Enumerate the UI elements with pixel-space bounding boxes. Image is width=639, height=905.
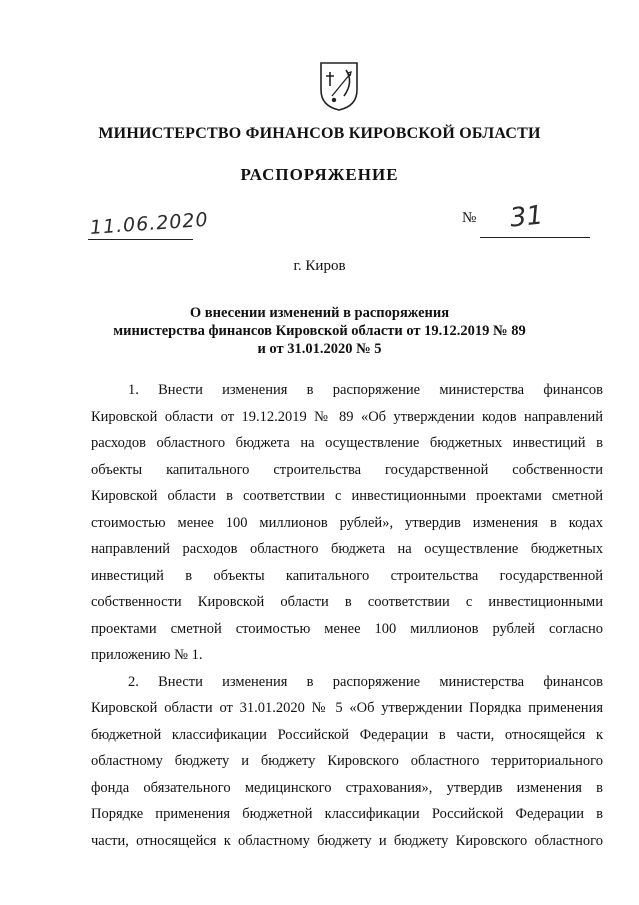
body-line: областному бюджету и бюджету Кировского областного территориального bbox=[91, 753, 603, 769]
subject-line: О внесении изменений в распоряжения bbox=[189, 305, 450, 321]
body-line: собственности Кировской области в соответствии с инвестиционными bbox=[91, 594, 603, 610]
body-line: Кировской области в соответствии с инвестиционными проектами сметной bbox=[91, 488, 603, 504]
body-line: Кировской области от 31.01.2020 № 5 «Об утверждении Порядка применения bbox=[91, 700, 603, 716]
number-underline bbox=[480, 237, 590, 238]
document-date: 11.06.2020 bbox=[89, 208, 210, 239]
body-line: бюджетной классификации Российской Федерации в части, относящейся к bbox=[91, 726, 603, 743]
body-line: 1. Внести изменения в распоряжение министерства финансов bbox=[128, 382, 603, 398]
city: г. Киров bbox=[293, 258, 346, 274]
document-number: 31 bbox=[508, 200, 545, 234]
body-line: Порядке применения бюджетной классификации Российской Федерации в bbox=[91, 806, 603, 822]
body-line: расходов областного бюджета на осуществление бюджетных инвестиций в bbox=[91, 435, 603, 451]
document-type: РАСПОРЯЖЕНИЕ bbox=[240, 165, 399, 184]
date-underline bbox=[88, 239, 193, 240]
ministry-name: МИНИСТЕРСТВО ФИНАНСОВ КИРОВСКОЙ ОБЛАСТИ bbox=[98, 125, 541, 142]
body-line: стоимостью менее 100 миллионов рублей», утвердив изменения в кодах bbox=[91, 514, 603, 531]
document-subject bbox=[0, 304, 639, 358]
subject-line: и от 31.01.2020 № 5 bbox=[257, 341, 382, 357]
body-line: объекты капитального строительства государственной собственности bbox=[91, 461, 603, 478]
body-line: части, относящейся к областному бюджету и бюджету Кировского областного bbox=[91, 832, 603, 849]
subject-line: министерства финансов Кировской области от 19.12.2019 № 89 bbox=[113, 323, 526, 339]
body-line: приложению № 1. bbox=[91, 647, 203, 663]
coat-of-arms-icon bbox=[318, 60, 360, 112]
document-body bbox=[91, 377, 603, 854]
number-label: № bbox=[462, 210, 477, 226]
body-line: фонда обязательного медицинского страхования», утвердив изменения в bbox=[91, 779, 603, 796]
body-line: проектами сметной стоимостью менее 100 миллионов рублей согласно bbox=[91, 620, 603, 637]
body-line: инвестиций в объекты капитального строительства государственной bbox=[91, 567, 603, 584]
body-line: Кировской области от 19.12.2019 № 89 «Об утверждении кодов направлений bbox=[91, 408, 603, 425]
body-line: направлений расходов областного бюджета на осуществление бюджетных bbox=[91, 541, 603, 557]
body-line: 2. Внести изменения в распоряжение министерства финансов bbox=[128, 673, 603, 690]
